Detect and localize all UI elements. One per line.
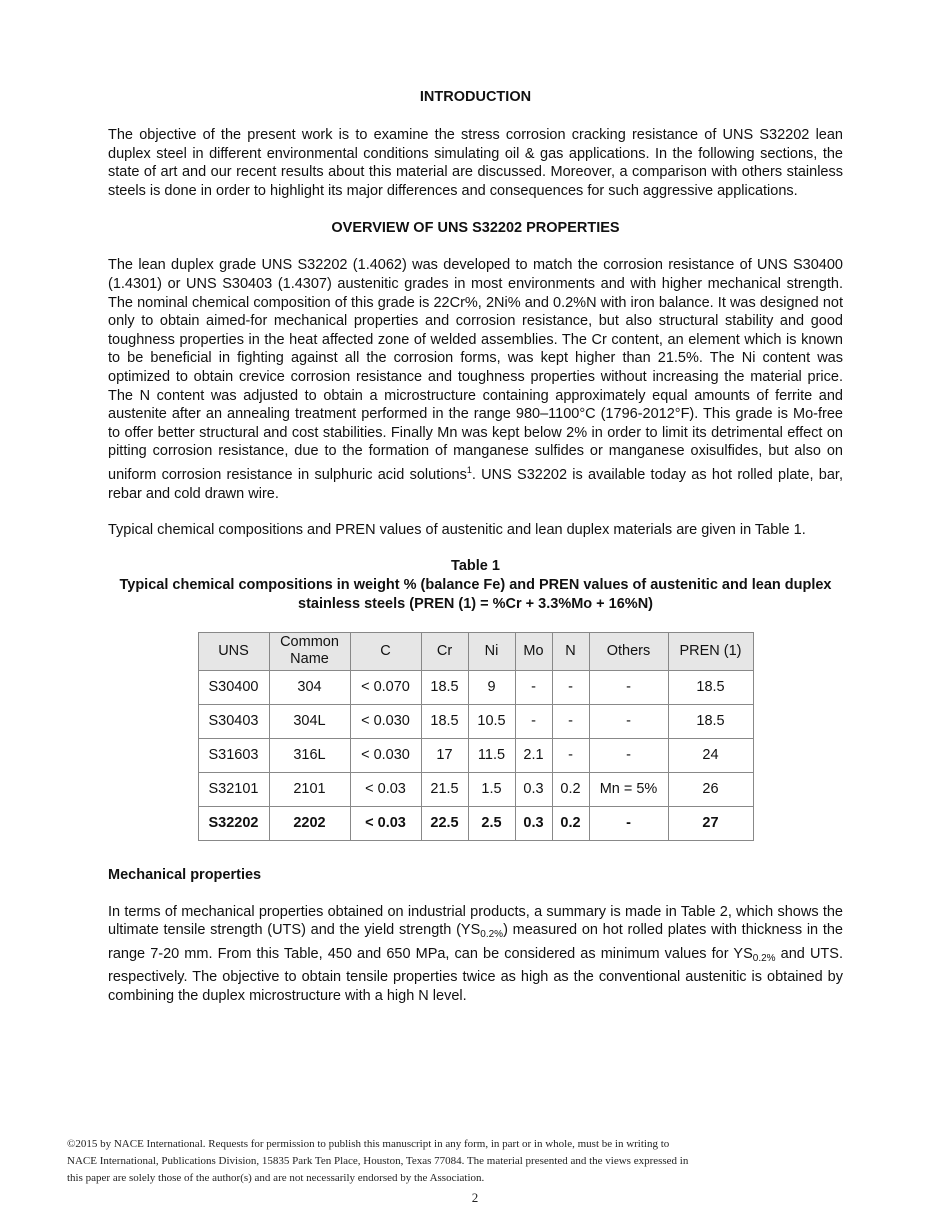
table-cell: - (589, 738, 668, 772)
footnote-reference: 1 (466, 464, 472, 475)
footer-line: NACE International, Publications Division, 15835 Park Ten Place, Houston, Texas 77084. The material presented and the views expressed in (67, 1155, 689, 1167)
table-cell: 2.1 (515, 738, 552, 772)
overview-paragraph-tail: . UNS S32202 is available today as hot rolled plate, bar, rebar and cold drawn wire. (108, 466, 843, 502)
column-header: Ni (468, 632, 515, 670)
table-cell: 18.5 (421, 670, 468, 704)
table-cell: 0.3 (515, 772, 552, 806)
table-cell: 21.5 (421, 772, 468, 806)
table-cell: 17 (421, 738, 468, 772)
table-cell: 27 (668, 806, 753, 840)
subscript: 0.2% (752, 952, 776, 964)
column-header: C (350, 632, 421, 670)
column-header: Others (589, 632, 668, 670)
mechanical-properties-paragraph (108, 903, 843, 1006)
overview-heading: OVERVIEW OF UNS S32202 PROPERTIES (331, 220, 620, 237)
table-cell: - (552, 738, 589, 772)
table-cell: - (515, 704, 552, 738)
table-cell: S32101 (198, 772, 269, 806)
column-header: UNS (198, 632, 269, 670)
page-body (108, 88, 843, 1006)
mechanical-text-3: and UTS. respectively. The objective to obtain tensile properties twice as high as the conventional austenitic is obtained by combining the duplex microstructure with a high N level. (108, 945, 843, 1005)
table-cell: 0.2 (552, 772, 589, 806)
column-header: Cr (421, 632, 468, 670)
table-cell: 11.5 (468, 738, 515, 772)
table-row-highlighted (198, 806, 753, 840)
table-cell: - (552, 670, 589, 704)
table-cell: 2202 (269, 806, 350, 840)
table-cell: < 0.070 (350, 670, 421, 704)
table-cell: < 0.03 (350, 772, 421, 806)
table-cell: - (515, 670, 552, 704)
table-cell: Mn = 5% (589, 772, 668, 806)
table-cell: 26 (668, 772, 753, 806)
table-reference-paragraph: Typical chemical compositions and PREN values of austenitic and lean duplex materials are given in Table 1. (108, 522, 806, 539)
table-cell: 18.5 (668, 670, 753, 704)
subscript: 0.2% (480, 929, 504, 941)
table-row (198, 704, 753, 738)
table-cell: 18.5 (668, 704, 753, 738)
table-cell: 316L (269, 738, 350, 772)
column-header: Mo (515, 632, 552, 670)
table-header-row (198, 632, 753, 670)
table-cell: 0.3 (515, 806, 552, 840)
table-cell: 22.5 (421, 806, 468, 840)
table-cell: - (552, 704, 589, 738)
table-cell: 24 (668, 738, 753, 772)
table-cell: < 0.030 (350, 704, 421, 738)
table1-caption: Typical chemical compositions in weight % (balance Fe) and PREN values of austenitic and lean duplex stainless steels (PREN (1) = %Cr + 3.3%Mo + 16%N) (119, 576, 832, 612)
table-row (198, 738, 753, 772)
column-header: Common Name (269, 632, 350, 670)
table-cell: 9 (468, 670, 515, 704)
footer-line: this paper are solely those of the author(s) and are not necessarily endorsed by the Association. (67, 1172, 485, 1184)
table-cell: S30403 (198, 704, 269, 738)
table1-label: Table 1 (451, 557, 500, 574)
table-cell: 304 (269, 670, 350, 704)
table-cell: S30400 (198, 670, 269, 704)
table-cell: < 0.030 (350, 738, 421, 772)
introduction-heading: INTRODUCTION (419, 89, 532, 105)
table-cell: S31603 (198, 738, 269, 772)
table-cell: - (589, 704, 668, 738)
mechanical-text-2: ) measured on hot rolled plates with thickness in the range 7-20 mm. From this Table, 450 and 650 MPa, can be considered as minimum values for YS (108, 922, 843, 962)
table-cell: < 0.03 (350, 806, 421, 840)
table-cell: S32202 (198, 806, 269, 840)
table-cell: 2101 (269, 772, 350, 806)
table-row (198, 670, 753, 704)
table-cell: 18.5 (421, 704, 468, 738)
footer-line: ©2015 by NACE International. Requests for permission to publish this manuscript in any form, in part or in whole, must be in writing to (67, 1138, 670, 1150)
composition-table (198, 632, 754, 841)
table-cell: 2.5 (468, 806, 515, 840)
table-cell: 10.5 (468, 704, 515, 738)
table-row (198, 772, 753, 806)
column-header: PREN (1) (668, 632, 753, 670)
mechanical-properties-heading: Mechanical properties (108, 866, 262, 883)
table-cell: 1.5 (468, 772, 515, 806)
mechanical-text-1: In terms of mechanical properties obtained on industrial products, a summary is made in Table 2, which shows the ultimate tensile strength (UTS) and the yield strength (YS (108, 903, 843, 939)
overview-paragraph (108, 256, 843, 503)
column-header: N (552, 632, 589, 670)
table-cell: - (589, 670, 668, 704)
table-cell: 304L (269, 704, 350, 738)
overview-paragraph-text: The lean duplex grade UNS S32202 (1.4062) was developed to match the corrosion resistance of UNS S30400 (1.4301) or UNS S30403 (1.4307) austenitic grades in most environments and with higher mechanical strength. The nominal chemical composition of this grade is 22Cr%, 2Ni% and 0.2%N with iron balance. It was designed not only to obtain aimed-for mechanical properties and corrosion resistance, but also structural stability and good toughness properties in the heat affected zone of welded assemblies. The Cr content, an element which is known to be beneficial in fighting against all the corrosion forms, was kept higher than 21.5%. The Ni content was optimized to obtain crevice corrosion resistance and toughness properties without increasing the material price. The N content was adjusted to obtain a microstructure containing approximately equal amounts of ferrite and austenite after an annealing treatment performed in the range 980–1100°C (1796-2012°F). This grade is Mo-free to offer better structural and cost stabilities. Finally Mn was kept below 2% in order to limit its detrimental effect on pitting corrosion resistance, due to the formation of manganese sulfides or manganese oxisulfides, but also on uniform corrosion resistance in sulphuric acid solutions (108, 257, 843, 483)
page-number: 2 (471, 1190, 479, 1205)
copyright-footer (67, 1136, 827, 1187)
introduction-paragraph: The objective of the present work is to examine the stress corrosion cracking resistance of UNS S32202 lean duplex steel in different environmental conditions simulating oil & gas applications. In the following sections, the state of art and our recent results about this material are discussed. Moreover, a comparison with others stainless steels is done in order to highlight its major differences and consequences for such aggressive applications. (108, 127, 843, 199)
table-cell: - (589, 806, 668, 840)
table-cell: 0.2 (552, 806, 589, 840)
